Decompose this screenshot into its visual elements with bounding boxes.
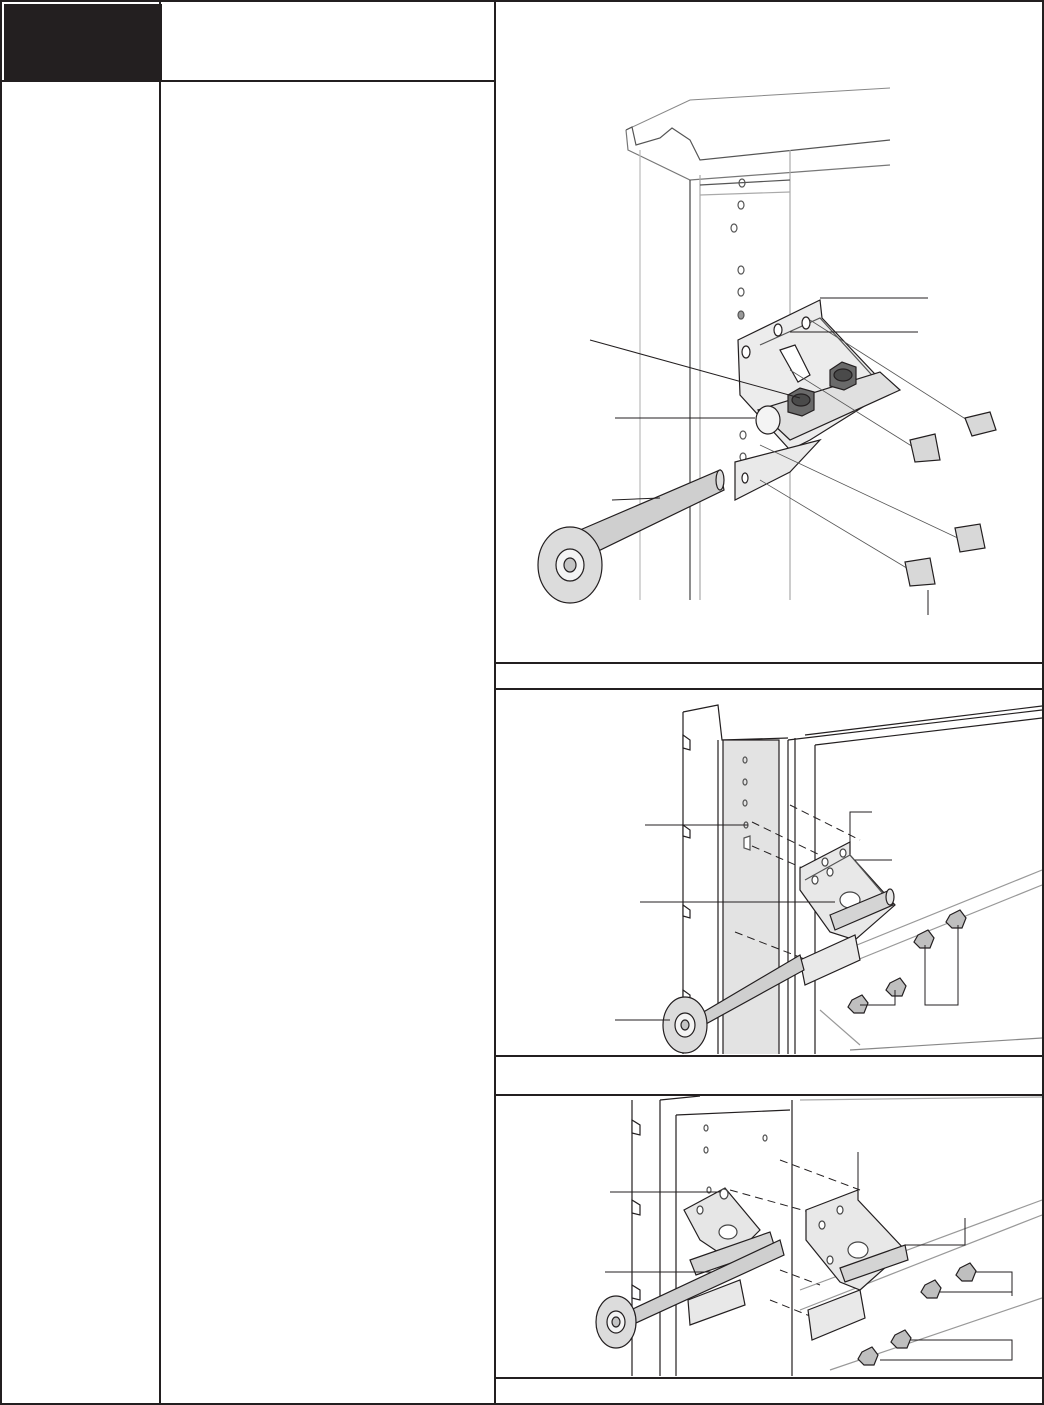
- step-title: [160, 2, 494, 80]
- figure-3-bottom-rule: [494, 1377, 1042, 1379]
- step-instructions: [160, 82, 494, 1382]
- figure-1-bottom-rule: [494, 662, 1042, 664]
- figure-bottom-fixture-installed: [496, 1096, 1042, 1376]
- figure-bottom-fixture-alignment: [496, 690, 1042, 1054]
- step-number-tab: [4, 4, 162, 82]
- figure-top-fixture: [496, 4, 1042, 660]
- figure-2-bottom-rule: [494, 1055, 1042, 1057]
